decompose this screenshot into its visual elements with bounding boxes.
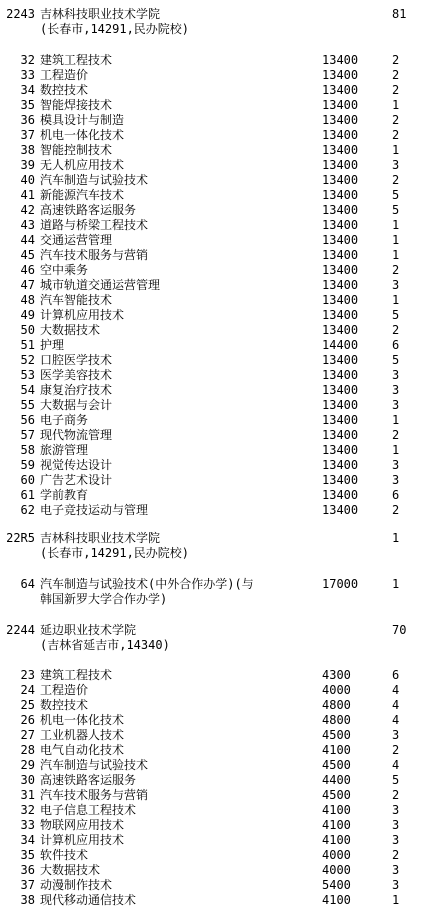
major-tuition: 13400 <box>322 428 359 442</box>
major-name: 医学美容技术 <box>40 368 113 382</box>
school-header <box>0 7 435 22</box>
major-row <box>0 173 435 188</box>
major-plan-count: 6 <box>392 338 400 352</box>
major-code: 50 <box>20 323 35 337</box>
major-name: 康复治疗技术 <box>40 383 113 397</box>
major-code: 29 <box>20 758 35 772</box>
major-tuition: 4300 <box>322 668 351 682</box>
major-name: 计算机应用技术 <box>40 833 125 847</box>
major-row <box>0 488 435 503</box>
major-code: 24 <box>20 683 35 697</box>
major-tuition: 13400 <box>322 173 359 187</box>
major-code: 34 <box>20 833 35 847</box>
major-name: 建筑工程技术 <box>40 668 113 682</box>
major-code: 31 <box>20 788 35 802</box>
major-row <box>0 98 435 113</box>
major-tuition: 13400 <box>322 128 359 142</box>
major-plan-count: 1 <box>392 98 400 112</box>
major-plan-count: 3 <box>392 158 400 172</box>
major-tuition: 4000 <box>322 863 351 877</box>
major-code: 26 <box>20 713 35 727</box>
major-tuition: 13400 <box>322 398 359 412</box>
school-name: 吉林科技职业技术学院 <box>40 531 161 545</box>
major-plan-count: 2 <box>392 428 400 442</box>
major-tuition: 4400 <box>322 773 351 787</box>
major-code: 37 <box>20 128 35 142</box>
major-code: 51 <box>20 338 35 352</box>
major-code: 33 <box>20 68 35 82</box>
major-row <box>0 323 435 338</box>
major-plan-count: 1 <box>392 443 400 457</box>
major-name: 大数据技术 <box>40 863 101 877</box>
major-tuition: 13400 <box>322 188 359 202</box>
major-row <box>0 218 435 233</box>
major-plan-count: 3 <box>392 278 400 292</box>
school-header <box>0 623 435 638</box>
major-name: 电子商务 <box>40 413 89 427</box>
major-tuition: 13400 <box>322 113 359 127</box>
major-code: 46 <box>20 263 35 277</box>
major-plan-count: 4 <box>392 713 400 727</box>
major-name: 学前教育 <box>40 488 89 502</box>
school-code: 2244 <box>6 623 35 637</box>
major-code: 32 <box>20 53 35 67</box>
major-plan-count: 1 <box>392 248 400 262</box>
major-row <box>0 728 435 743</box>
major-code: 23 <box>20 668 35 682</box>
major-row <box>0 818 435 833</box>
major-plan-count: 1 <box>392 218 400 232</box>
major-code: 61 <box>20 488 35 502</box>
major-code: 60 <box>20 473 35 487</box>
major-tuition: 13400 <box>322 503 359 517</box>
major-tuition: 4800 <box>322 713 351 727</box>
major-row <box>0 68 435 83</box>
major-tuition: 14400 <box>322 338 359 352</box>
major-tuition: 13400 <box>322 248 359 262</box>
major-row <box>0 443 435 458</box>
major-row <box>0 458 435 473</box>
major-row <box>0 158 435 173</box>
major-tuition: 13400 <box>322 203 359 217</box>
major-plan-count: 3 <box>392 818 400 832</box>
school-info: (长春市,14291,民办院校) <box>40 22 190 36</box>
major-plan-count: 2 <box>392 788 400 802</box>
major-plan-count: 3 <box>392 473 400 487</box>
school-total-plan: 1 <box>392 531 400 545</box>
major-code: 37 <box>20 878 35 892</box>
major-code: 54 <box>20 383 35 397</box>
school-name: 吉林科技职业技术学院 <box>40 7 161 21</box>
major-row <box>0 803 435 818</box>
major-name: 现代移动通信技术 <box>40 893 137 907</box>
major-code: 62 <box>20 503 35 517</box>
major-name: 软件技术 <box>40 848 89 862</box>
major-name: 机电一体化技术 <box>40 713 125 727</box>
major-plan-count: 2 <box>392 503 400 517</box>
major-tuition: 13400 <box>322 413 359 427</box>
major-name: 建筑工程技术 <box>40 53 113 67</box>
major-name: 现代物流管理 <box>40 428 113 442</box>
major-name: 汽车制造与试验技术 <box>40 173 149 187</box>
major-row <box>0 128 435 143</box>
major-name: 视觉传达设计 <box>40 458 113 472</box>
major-plan-count: 1 <box>392 293 400 307</box>
major-tuition: 4000 <box>322 848 351 862</box>
major-plan-count: 3 <box>392 878 400 892</box>
major-plan-count: 1 <box>392 577 400 591</box>
major-row <box>0 878 435 893</box>
major-plan-count: 1 <box>392 893 400 907</box>
major-row <box>0 668 435 683</box>
major-tuition: 13400 <box>322 368 359 382</box>
major-name: 机电一体化技术 <box>40 128 125 142</box>
school-info-line <box>0 22 435 37</box>
major-row <box>0 248 435 263</box>
major-code: 36 <box>20 113 35 127</box>
major-row <box>0 473 435 488</box>
major-row <box>0 743 435 758</box>
major-tuition: 4100 <box>322 893 351 907</box>
major-row <box>0 758 435 773</box>
major-plan-count: 4 <box>392 758 400 772</box>
major-row <box>0 577 435 592</box>
major-code: 35 <box>20 848 35 862</box>
major-code: 41 <box>20 188 35 202</box>
major-name: 交通运营管理 <box>40 233 113 247</box>
major-name: 电子信息工程技术 <box>40 803 137 817</box>
major-plan-count: 6 <box>392 488 400 502</box>
major-tuition: 4500 <box>322 758 351 772</box>
major-row <box>0 338 435 353</box>
major-row <box>0 263 435 278</box>
major-plan-count: 3 <box>392 368 400 382</box>
major-tuition: 13400 <box>322 83 359 97</box>
major-row <box>0 293 435 308</box>
major-plan-count: 2 <box>392 113 400 127</box>
major-tuition: 4800 <box>322 698 351 712</box>
major-row <box>0 428 435 443</box>
major-code: 36 <box>20 863 35 877</box>
major-name: 汽车制造与试验技术(中外合作办学)(与 <box>40 577 254 591</box>
major-code: 57 <box>20 428 35 442</box>
major-tuition: 13400 <box>322 473 359 487</box>
major-code: 45 <box>20 248 35 262</box>
major-plan-count: 3 <box>392 863 400 877</box>
major-name: 口腔医学技术 <box>40 353 113 367</box>
major-name: 高速铁路客运服务 <box>40 773 137 787</box>
major-name: 新能源汽车技术 <box>40 188 125 202</box>
major-row <box>0 398 435 413</box>
major-code: 48 <box>20 293 35 307</box>
major-name: 电气自动化技术 <box>40 743 125 757</box>
major-name: 数控技术 <box>40 83 89 97</box>
major-name: 无人机应用技术 <box>40 158 125 172</box>
major-plan-count: 2 <box>392 68 400 82</box>
major-row <box>0 278 435 293</box>
major-name: 工程造价 <box>40 68 89 82</box>
major-plan-count: 5 <box>392 308 400 322</box>
major-name: 智能控制技术 <box>40 143 113 157</box>
major-name: 道路与桥梁工程技术 <box>40 218 149 232</box>
major-code: 59 <box>20 458 35 472</box>
major-row <box>0 83 435 98</box>
major-name: 高速铁路客运服务 <box>40 203 137 217</box>
major-name: 计算机应用技术 <box>40 308 125 322</box>
major-code: 55 <box>20 398 35 412</box>
school-code: 2243 <box>6 7 35 21</box>
major-name: 大数据技术 <box>40 323 101 337</box>
major-name: 电子竞技运动与管理 <box>40 503 149 517</box>
major-name: 模具设计与制造 <box>40 113 125 127</box>
major-code: 52 <box>20 353 35 367</box>
major-row <box>0 863 435 878</box>
major-row <box>0 233 435 248</box>
major-plan-count: 3 <box>392 833 400 847</box>
major-row <box>0 143 435 158</box>
major-plan-count: 5 <box>392 203 400 217</box>
major-name: 旅游管理 <box>40 443 89 457</box>
major-tuition: 13400 <box>322 353 359 367</box>
major-plan-count: 3 <box>392 383 400 397</box>
major-tuition: 4100 <box>322 743 351 757</box>
major-row <box>0 353 435 368</box>
major-code: 47 <box>20 278 35 292</box>
major-plan-count: 1 <box>392 143 400 157</box>
major-plan-count: 4 <box>392 698 400 712</box>
major-plan-count: 6 <box>392 668 400 682</box>
major-tuition: 4100 <box>322 803 351 817</box>
major-tuition: 13400 <box>322 308 359 322</box>
major-row <box>0 848 435 863</box>
major-code: 38 <box>20 893 35 907</box>
major-name: 大数据与会计 <box>40 398 113 412</box>
major-code: 44 <box>20 233 35 247</box>
major-row <box>0 893 435 908</box>
major-row <box>0 113 435 128</box>
major-code: 30 <box>20 773 35 787</box>
major-name: 护理 <box>40 338 65 352</box>
major-code: 32 <box>20 803 35 817</box>
major-plan-count: 5 <box>392 188 400 202</box>
major-name-continuation <box>0 592 435 607</box>
major-name-line2: 韩国新罗大学合作办学) <box>40 592 168 606</box>
major-plan-count: 5 <box>392 353 400 367</box>
major-name: 工程造价 <box>40 683 89 697</box>
major-name: 广告艺术设计 <box>40 473 113 487</box>
major-code: 35 <box>20 98 35 112</box>
major-tuition: 13400 <box>322 233 359 247</box>
major-plan-count: 2 <box>392 173 400 187</box>
major-code: 27 <box>20 728 35 742</box>
school-info-line <box>0 638 435 653</box>
school-name: 延边职业技术学院 <box>40 623 137 637</box>
major-tuition: 13400 <box>322 488 359 502</box>
major-code: 25 <box>20 698 35 712</box>
major-code: 56 <box>20 413 35 427</box>
major-code: 64 <box>20 577 35 591</box>
major-name: 汽车技术服务与营销 <box>40 788 149 802</box>
major-row <box>0 203 435 218</box>
major-row <box>0 53 435 68</box>
major-tuition: 13400 <box>322 263 359 277</box>
major-tuition: 13400 <box>322 143 359 157</box>
major-tuition: 13400 <box>322 323 359 337</box>
school-total-plan: 70 <box>392 623 407 637</box>
major-code: 40 <box>20 173 35 187</box>
major-tuition: 5400 <box>322 878 351 892</box>
major-plan-count: 2 <box>392 53 400 67</box>
major-row <box>0 683 435 698</box>
major-tuition: 4500 <box>322 788 351 802</box>
major-name: 汽车制造与试验技术 <box>40 758 149 772</box>
major-code: 43 <box>20 218 35 232</box>
major-code: 28 <box>20 743 35 757</box>
school-info: (长春市,14291,民办院校) <box>40 546 190 560</box>
major-tuition: 13400 <box>322 458 359 472</box>
major-plan-count: 3 <box>392 398 400 412</box>
major-row <box>0 773 435 788</box>
major-plan-count: 4 <box>392 683 400 697</box>
major-row <box>0 368 435 383</box>
major-name: 工业机器人技术 <box>40 728 125 742</box>
major-name: 汽车智能技术 <box>40 293 113 307</box>
major-tuition: 13400 <box>322 383 359 397</box>
major-name: 汽车技术服务与营销 <box>40 248 149 262</box>
major-plan-count: 3 <box>392 803 400 817</box>
major-plan-count: 2 <box>392 743 400 757</box>
major-tuition: 4000 <box>322 683 351 697</box>
school-total-plan: 81 <box>392 7 407 21</box>
major-row <box>0 713 435 728</box>
major-code: 39 <box>20 158 35 172</box>
major-tuition: 13400 <box>322 98 359 112</box>
major-code: 34 <box>20 83 35 97</box>
major-plan-count: 2 <box>392 848 400 862</box>
major-plan-count: 2 <box>392 263 400 277</box>
major-tuition: 4100 <box>322 818 351 832</box>
major-row <box>0 833 435 848</box>
major-tuition: 4100 <box>322 833 351 847</box>
school-info-line <box>0 546 435 561</box>
major-row <box>0 503 435 518</box>
major-name: 动漫制作技术 <box>40 878 113 892</box>
major-plan-count: 2 <box>392 128 400 142</box>
major-row <box>0 698 435 713</box>
major-code: 58 <box>20 443 35 457</box>
major-row <box>0 788 435 803</box>
major-name: 空中乘务 <box>40 263 89 277</box>
major-name: 智能焊接技术 <box>40 98 113 112</box>
major-code: 53 <box>20 368 35 382</box>
school-code: 22R5 <box>6 531 35 545</box>
major-tuition: 17000 <box>322 577 359 591</box>
major-code: 49 <box>20 308 35 322</box>
major-name: 数控技术 <box>40 698 89 712</box>
major-plan-count: 1 <box>392 413 400 427</box>
major-tuition: 13400 <box>322 68 359 82</box>
major-row <box>0 188 435 203</box>
major-code: 42 <box>20 203 35 217</box>
major-row <box>0 413 435 428</box>
major-tuition: 13400 <box>322 443 359 457</box>
major-tuition: 13400 <box>322 53 359 67</box>
major-code: 33 <box>20 818 35 832</box>
major-name: 物联网应用技术 <box>40 818 125 832</box>
major-plan-count: 1 <box>392 233 400 247</box>
major-tuition: 13400 <box>322 293 359 307</box>
major-name: 城市轨道交通运营管理 <box>40 278 161 292</box>
major-plan-count: 5 <box>392 773 400 787</box>
major-plan-count: 3 <box>392 458 400 472</box>
major-plan-count: 2 <box>392 323 400 337</box>
school-info: (吉林省延吉市,14340) <box>40 638 170 652</box>
major-row <box>0 383 435 398</box>
major-tuition: 13400 <box>322 158 359 172</box>
major-tuition: 13400 <box>322 218 359 232</box>
major-plan-count: 2 <box>392 83 400 97</box>
major-code: 38 <box>20 143 35 157</box>
school-header <box>0 531 435 546</box>
major-tuition: 4500 <box>322 728 351 742</box>
major-plan-count: 3 <box>392 728 400 742</box>
major-row <box>0 308 435 323</box>
major-tuition: 13400 <box>322 278 359 292</box>
